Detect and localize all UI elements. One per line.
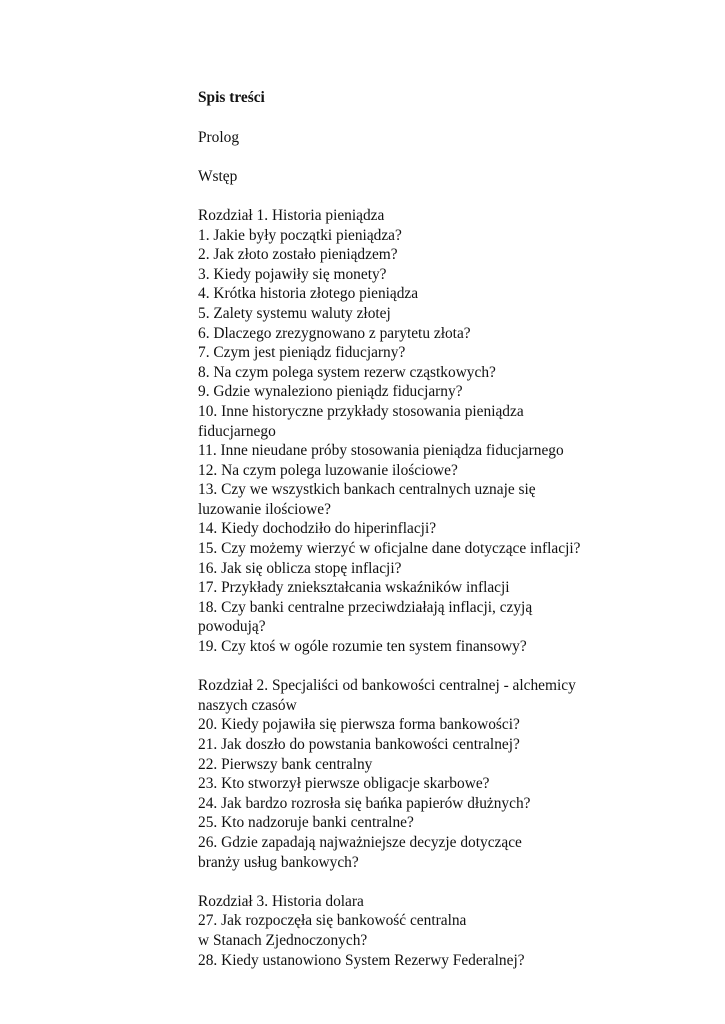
chapter-block	[198, 206, 638, 657]
toc-title: Spis treści	[198, 89, 265, 106]
toc-intro: Wstęp	[198, 167, 238, 185]
toc-entry: 15. Czy możemy wierzyć w oficjalne dane dotyczące inflacji?	[198, 540, 581, 558]
toc-entry: 11. Inne nieudane próby stosowania pieniądza fiducjarnego	[198, 442, 564, 460]
toc-entry: 25. Kto nadzoruje banki centralne?	[198, 814, 414, 832]
chapter-heading: Rozdział 2. Specjaliści od bankowości centralnej - alchemicy	[198, 677, 576, 695]
toc-entry: 26. Gdzie zapadają najważniejsze decyzje dotyczące	[198, 833, 522, 851]
chapter-block	[198, 676, 638, 872]
toc-entry: 14. Kiedy dochodziło do hiperinflacji?	[198, 520, 437, 538]
toc-entry: 7. Czym jest pieniądz fiducjarny?	[198, 344, 406, 362]
toc-entry: powodują?	[198, 618, 266, 636]
toc-entry: luzowanie ilościowe?	[198, 500, 331, 518]
toc-entry: 21. Jak doszło do powstania bankowości centralnej?	[198, 736, 520, 753]
toc-entry: branży usług bankowych?	[198, 853, 359, 871]
toc-entry: 28. Kiedy ustanowiono System Rezerwy Federalnej?	[198, 951, 525, 969]
chapter-heading: Rozdział 1. Historia pieniądza	[198, 206, 385, 224]
toc-entry: 27. Jak rozpoczęła się bankowość centralna	[198, 912, 467, 930]
toc-entry: fiducjarnego	[198, 422, 276, 440]
toc-entry: w Stanach Zjednoczonych?	[198, 931, 368, 949]
toc-entry: 20. Kiedy pojawiła się pierwsza forma bankowości?	[198, 716, 520, 734]
toc-prolog: Prolog	[198, 128, 240, 146]
toc-entry: 4. Krótka historia złotego pieniądza	[198, 285, 419, 303]
toc-entry: 1. Jakie były początki pieniądza?	[198, 226, 402, 244]
toc-entry: 23. Kto stworzył pierwsze obligacje skarbowe?	[198, 775, 490, 793]
toc-entry: 17. Przykłady zniekształcania wskaźników inflacji	[198, 579, 510, 597]
chapter-block	[198, 892, 638, 970]
toc-entry: 6. Dlaczego zrezygnowano z parytetu złota?	[198, 324, 471, 342]
toc-chapters	[198, 206, 638, 970]
toc-entry: 16. Jak się oblicza stopę inflacji?	[198, 559, 402, 577]
toc-entry: 13. Czy we wszystkich bankach centralnych uznaje się	[198, 481, 536, 499]
toc-entry: 9. Gdzie wynaleziono pieniądz fiducjarny?	[198, 383, 463, 401]
toc-entry: 10. Inne historyczne przykłady stosowania pieniądza	[198, 402, 524, 420]
toc-entry: 2. Jak złoto zostało pieniądzem?	[198, 246, 398, 264]
toc-entry: 22. Pierwszy bank centralny	[198, 755, 373, 773]
chapter-heading: naszych czasów	[198, 696, 297, 714]
toc-entry: 19. Czy ktoś w ogóle rozumie ten system finansowy?	[198, 638, 527, 656]
toc-entry: 3. Kiedy pojawiły się monety?	[198, 265, 387, 283]
toc-entry: 8. Na czym polega system rezerw cząstkowych?	[198, 363, 496, 381]
chapter-heading: Rozdział 3. Historia dolara	[198, 892, 364, 910]
toc-entry: 24. Jak bardzo rozrosła się bańka papierów dłużnych?	[198, 794, 531, 812]
table-of-contents	[198, 88, 638, 990]
toc-entry: 5. Zalety systemu waluty złotej	[198, 304, 391, 322]
toc-entry: 12. Na czym polega luzowanie ilościowe?	[198, 461, 458, 479]
toc-entry: 18. Czy banki centralne przeciwdziałają inflacji, czyją	[198, 598, 533, 616]
